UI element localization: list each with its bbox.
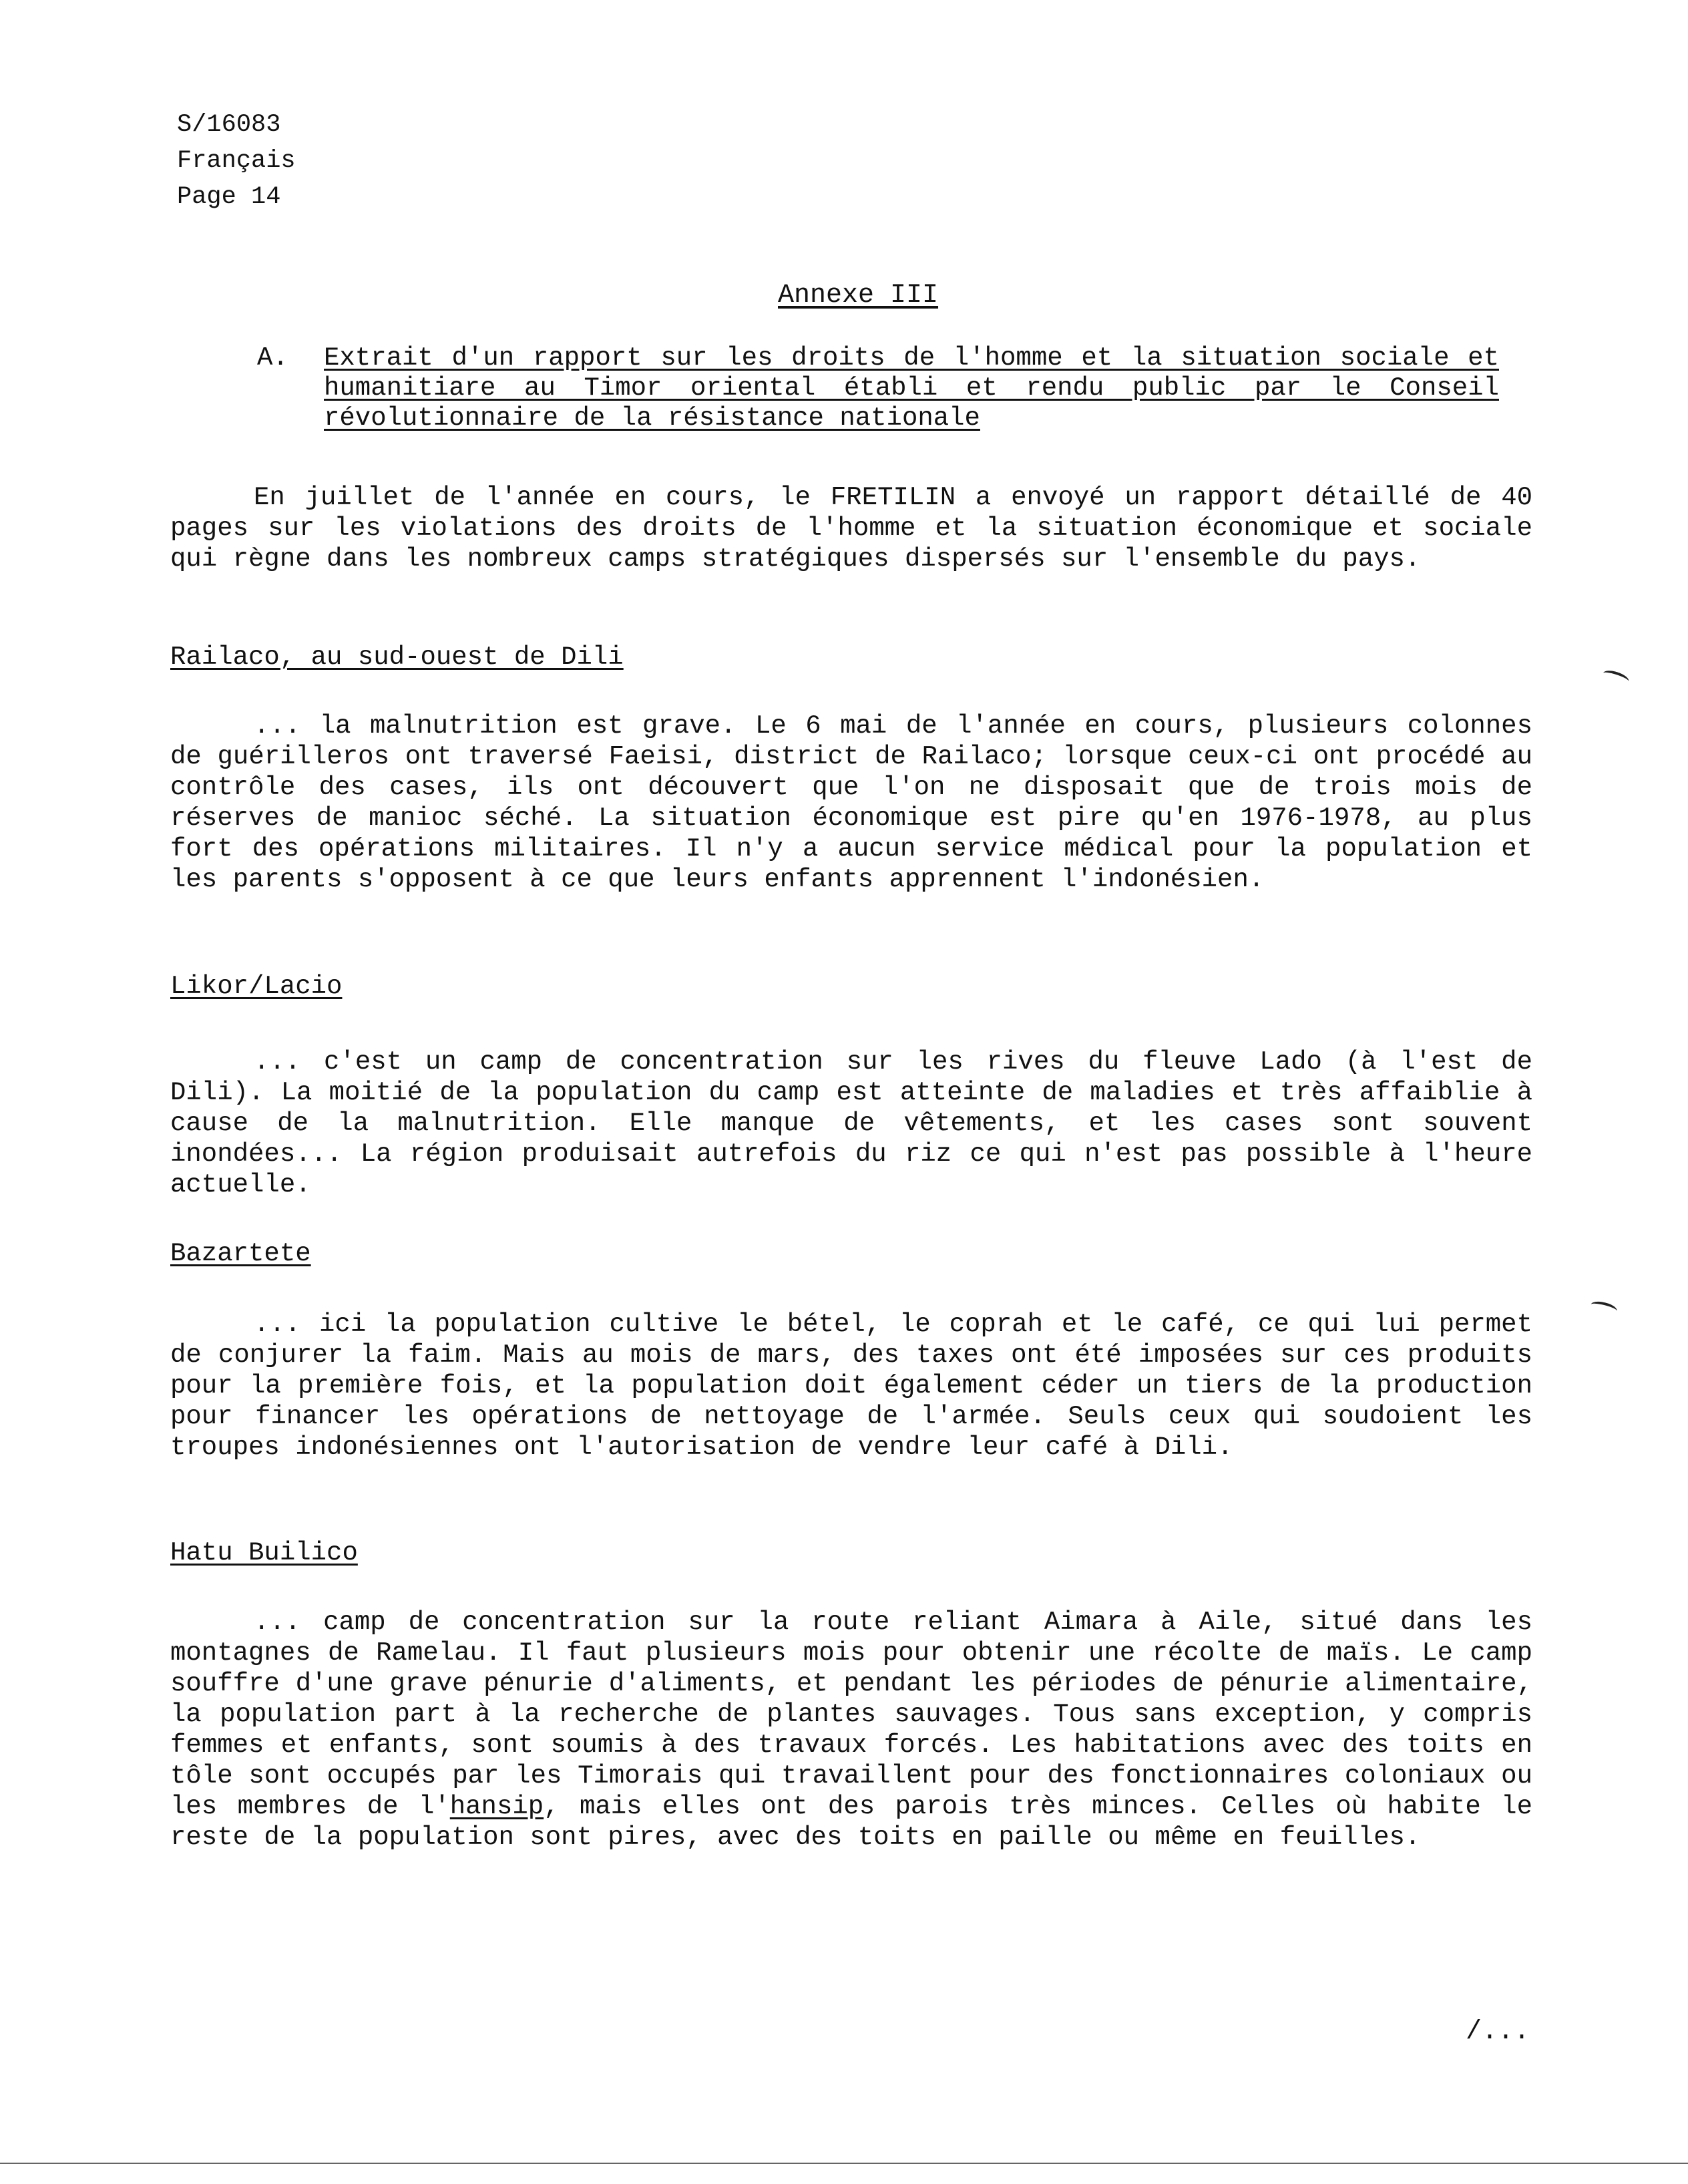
section-a-marker: A. [257,343,288,373]
scan-artifact-mark [1590,1299,1619,1316]
section-heading-bazartete: Bazartete [170,1239,311,1268]
section-a-title: Extrait d'un rapport sur les droits de l'homme et la situation sociale et humanitiare au Timor oriental établi et rendu public par le Conseil révolutionnaire de la résistance nationale [324,343,1499,433]
section-text-railaco: ... la malnutrition est grave. Le 6 mai de l'année en cours, plusieurs colonnes de guérilleros ont traversé Faeisi, district de Railaco; lorsque ceux-ci ont procédé au contrôle des cases, ils ont découvert que l'on ne disposait que de trois mois de réserves de manioc séché. La situation économique est pire qu'en 1976-1978, au plus fort des opérations militaires. Il n'y a aucun service médical pour la population et les parents s'opposent à ce que leurs enfants apprennent l'indonésien. [170,711,1532,894]
section-text-hatu-builico [170,1607,1532,1853]
section-text-likor-lacio: ... c'est un camp de concentration sur les rives du fleuve Lado (à l'est de Dili). La moitié de la population du camp est atteinte de maladies et très affaiblie à cause de la malnutrition. Elle manque de vêtements, et les cases sont souvent inondées... La région produisait autrefois du riz ce qui n'est pas possible à l'heure actuelle. [170,1047,1532,1200]
document-language: Français [177,147,296,175]
continuation-mark: /... [1466,2017,1530,2047]
page-bottom-rule [0,2163,1688,2164]
document-header [177,107,296,215]
section-heading-railaco: Railaco, au sud-ouest de Dili [170,643,624,672]
hansip-term: hansip [449,1792,544,1821]
section-heading-likor-lacio: Likor/Lacio [170,972,343,1001]
section-text-hatu-builico-part2: , mais elles ont des parois très minces. Celles où habite le reste de la population sont pires, avec des toits en paille ou même en feuilles. [170,1792,1532,1852]
section-heading-hatu-builico: Hatu Builico [170,1538,358,1568]
page-number: Page 14 [177,183,281,211]
section-text-hatu-builico-part1: ... camp de concentration sur la route reliant Aimara à Aile, situé dans les montagnes de Ramelau. Il faut plusieurs mois pour obtenir une récolte de maïs. Le camp souffre d'une grave pénurie d'aliments, et pendant les périodes de pénurie alimentaire, la population part à la recherche de plantes sauvages. Tous sans exception, y compris femmes et enfants, sont soumis à des travaux forcés. Les habitations avec des toits en tôle sont occupés par les Timorais qui travaillent pour des fonctionnaires coloniaux ou les membres de l' [170,1608,1532,1821]
scan-artifact-mark [1602,668,1631,687]
intro-paragraph: En juillet de l'année en cours, le FRETILIN a envoyé un rapport détaillé de 40 pages sur les violations des droits de l'homme et la situation économique et sociale qui règne dans les nombreux camps stratégiques dispersés sur l'ensemble du pays. [170,483,1532,574]
section-text-bazartete: ... ici la population cultive le bétel, le coprah et le café, ce qui lui permet de conjurer la faim. Mais au mois de mars, des taxes ont été imposées sur ces produits pour la première fois, et la population doit également céder un tiers de la production pour financer les opérations de nettoyage de l'armée. Seuls ceux qui soudoient les troupes indonésiennes ont l'autorisation de vendre leur café à Dili. [170,1310,1532,1462]
document-symbol: S/16083 [177,111,281,139]
annex-title: Annexe III [778,281,939,311]
